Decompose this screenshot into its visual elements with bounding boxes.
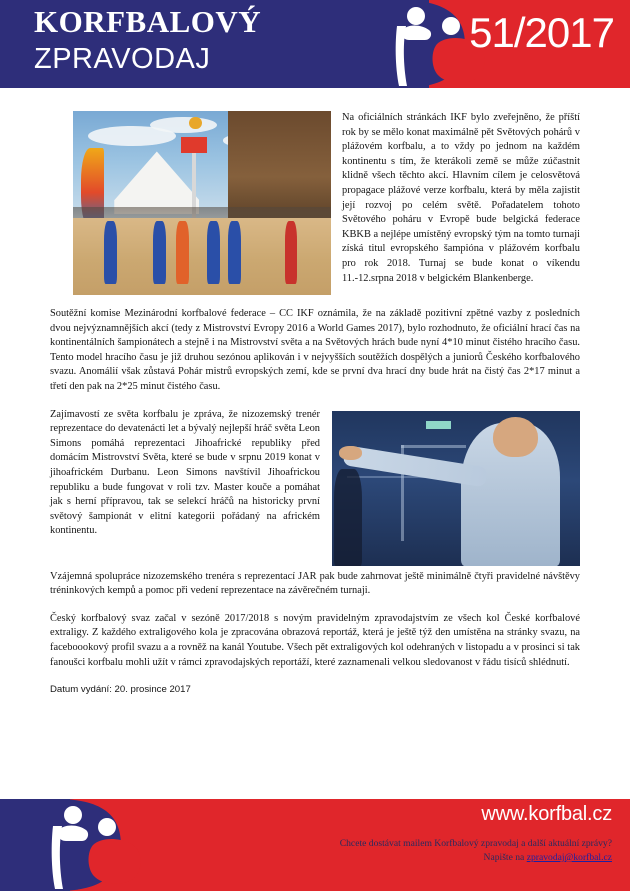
photo-beach-building: [228, 111, 331, 221]
footer-banner: [0, 799, 630, 891]
footer-email-link[interactable]: zpravodaj@korfbal.cz: [526, 852, 612, 863]
photo-exit-sign: [426, 421, 451, 429]
issue-number: 51/2017: [469, 9, 614, 56]
photo-coach-head: [493, 417, 538, 457]
article-paragraph-2: Soutěžní komise Mezinárodní korfbalové federace – CC IKF oznámila, že na základě pozitivní zpětné vazby z posledních dvou nejvýznamnějších akcí (tedy z Mistrovství Evropy 2016 a World Games 2017), bylo rozhodnuto, že oficiální hrací čas na kontinentálních šampionátech a stejně i na Mistrovství světa a na Světových hrách bude nyní 4*10 minut čistého hracího času. Tento model hracího času je již druhou sezónou aplikován i v nejvyšších soutěžích dospělých a juniorů Českého korfbalového svazu. Anomálií však zůstavá Pohár mistrů evropských zemí, kde se první dva hrací dny bude hrát na čistý čas 2*17 minut a třetí den pak na 2*25 minut čistého času.: [50, 308, 580, 392]
footer-cta: [340, 837, 612, 865]
photo-player: [104, 221, 117, 284]
article-block-two: [50, 299, 580, 395]
photo-player: [207, 221, 220, 284]
masthead-header: [0, 0, 630, 88]
article-block-four: [50, 612, 580, 695]
photo-coach-hand: [339, 446, 361, 460]
article-content: [0, 88, 630, 695]
footer-cta-prefix: Napište na: [483, 852, 527, 863]
issue-date: Datum vydání: 20. prosince 2017: [50, 684, 191, 696]
beach-korfball-photo: [73, 111, 331, 295]
coach-photo: [332, 411, 580, 566]
photo-player: [176, 221, 189, 284]
photo-korf-basket: [181, 137, 207, 154]
footer-website-url[interactable]: www.korfbal.cz: [481, 803, 612, 825]
article-paragraph-1: Na oficiálních stránkách IKF bylo zveřejněno, že příští rok by se mělo konat maximálně pět Světových pohárů v plážovém korfbalu, a to vždy po jednom na každém kontinentu s tím, že kterákoli země se může zúčastnit klidně všech těchto akcí. Hlavním cílem je celosvětová propagace plážové verze korfbalu, která by měla zajistit její rozvoj po celém světě. Pořadatelem tohoto Světového poháru v Evropě bude belgická federace KBKB a nejlépe umístěný evropský tým na tomto turnaji získá titul evropského šampióna v plážovém korfbalu pro rok 2018. Turnaj se bude konat o víkendu 11.-12.srpna 2018 v belgickém Blankenberge.: [342, 112, 580, 284]
article-block-one: [50, 88, 580, 299]
photo-background-person: [334, 469, 361, 565]
korfball-logo-footer-icon: [33, 799, 141, 891]
page-title: [34, 6, 261, 74]
footer-cta-contact: [340, 851, 612, 865]
article-paragraph-3: Zajímavostí ze světa korfbalu je zpráva, že nizozemský trenér reprezentace do devatenácti let a bývalý nejlepší hráč světa Leon Simons pomáhá reprezentaci Jihoafrické republiky před domácím Mistrovství Světa, které se bude v srpnu 2019 konat v jihoafrickém Durbanu. Leon Simons navštívil Jihoafrickou republiku a bude fungovat v roli tzv. Master kouče a pomáhat jak s herní přípravou, tak se selekcí hráčů na historicky první světový šampionát v elitní kategorii pořádaný na africkém kontinentu.: [50, 408, 320, 537]
title-line-zpravodaj: ZPRAVODAJ: [34, 43, 211, 75]
article-block-three: [50, 408, 580, 599]
photo-goal-bar: [401, 445, 465, 448]
title-line-korfbalovy: KORFBALOVÝ: [34, 4, 262, 39]
photo-cloud: [150, 117, 217, 134]
photo-player: [228, 221, 241, 284]
photo-player: [153, 221, 166, 284]
footer-cta-question: Chcete dostávat mailem Korfbalový zpravodaj a další aktuální zprávy?: [339, 838, 612, 849]
photo-player: [285, 221, 298, 284]
article-paragraph-5: Český korfbalový svaz začal v sezóně 2017/2018 s novým pravidelným zpravodajstvím ze všech kol České korfbalové extraligy. Z každého extraligového kola je zpracována obrazová reportáž, která je ještě týž den umístěna na stránky svazu, na faceboookový profil svazu a a rovněž na kanál Youtube. Všech pět extraligových kol odehraných v listopadu a v prosinci si tak fanoušci korfbalu mohli užít v rámci zpravodajských reportáží, které zaznamenali velkou sledovanost v řádu tisíců shlédnutí.: [50, 612, 580, 668]
article-paragraph-4: Vzájemná spolupráce nizozemského trenéra s reprezentací JAR pak bude zahrnovat ještě minimálně čtyři pravidelné návštěvy tréninkových kempů a pomoc při vedení reprezentace na závěrečném turnaji.: [50, 570, 580, 597]
